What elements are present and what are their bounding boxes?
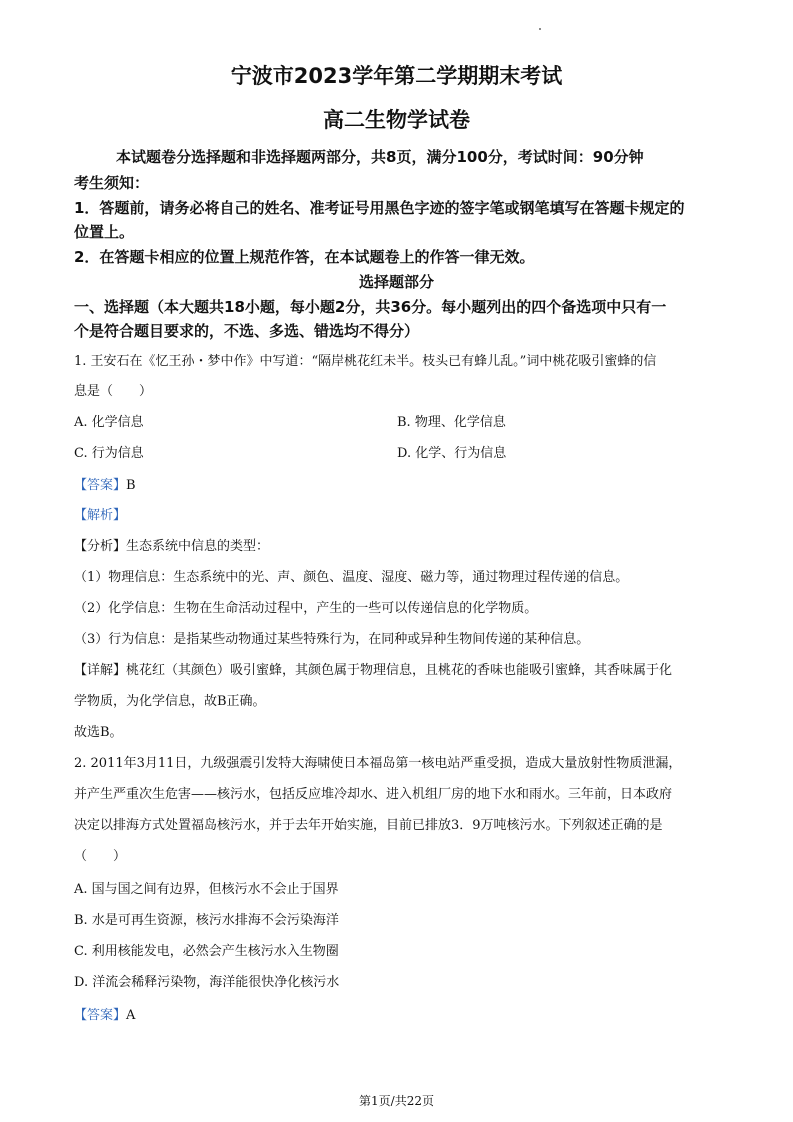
section-title: 选择题部分 (358, 273, 434, 291)
exam-title: 宁波市2023学年第二学期期末考试 (230, 64, 563, 88)
answer-label: 【答案】 (74, 1008, 127, 1023)
q1-option-c: C. 行为信息 (74, 446, 144, 461)
q1-point-2: （2）化学信息：生物在生命活动过程中，产生的一些可以传递信息的化学物质。 (74, 601, 538, 616)
fenxi-text: 生态系统中信息的类型： (126, 539, 270, 554)
exam-subtitle: 高二生物学试卷 (323, 108, 470, 132)
section-heading-a: 一、选择题（本大题共18小题，每小题2分，共36分。每小题列出的四个备选项中只有一 (74, 298, 667, 316)
q2-option-d: D. 洋流会稀释污染物，海洋能很快净化核污水 (74, 975, 340, 990)
notice-item-1b: 位置上。 (74, 223, 135, 241)
q1-option-d: D. 化学、行为信息 (397, 446, 507, 461)
q2-stem-d: （ ） (74, 849, 127, 864)
q2-stem-a: 2. 2011年3月11日，九级强震引发特大海啸使日本福岛第一核电站严重受损，造成大量放射性物质泄漏， (74, 756, 682, 771)
q1-point-1: （1）物理信息：生态系统中的光、声、颜色、温度、湿度、磁力等，通过物理过程传递的信息。 (74, 570, 629, 585)
q2-option-a: A. 国与国之间有边界，但核污水不会止于国界 (74, 882, 339, 897)
q1-stem-b: 息是（ ） (74, 384, 153, 399)
page-number: 第1页/共22页 (359, 1094, 434, 1108)
q1-analysis-label: 【解析】 (74, 508, 127, 523)
q2-stem-b: 并产生严重次生危害——核污水，包括反应堆冷却水、进入机组厂房的地下水和雨水。三年前，日本政府 (74, 787, 673, 802)
detail-text-a: 桃花红（其颜色）吸引蜜蜂，其颜色属于物理信息，且桃花的香味也能吸引蜜蜂，其香味属于化 (126, 663, 673, 678)
q2-stem-c: 决定以排海方式处置福岛核污水，并于去年开始实施，目前已排放3．9万吨核污水。下列叙述正确的是 (74, 818, 663, 833)
speck-mark (539, 28, 541, 30)
detail-label: 【详解】 (74, 663, 127, 678)
q1-option-a: A. 化学信息 (74, 415, 144, 430)
q1-detail-b: 学物质，为化学信息，故B正确。 (74, 694, 266, 709)
q2-answer (74, 1004, 135, 1023)
section-heading-b: 个是符合题目要求的，不选、多选、错选均不得分） (74, 322, 420, 340)
q2-option-c: C. 利用核能发电，必然会产生核污水入生物圈 (74, 944, 339, 959)
q1-fenxi (74, 535, 269, 554)
q2-option-b: B. 水是可再生资源，核污水排海不会污染海洋 (74, 913, 339, 928)
q1-detail-a (74, 659, 672, 678)
fenxi-label: 【分析】 (74, 539, 127, 554)
answer-value: B (126, 478, 136, 493)
exam-summary: 本试题卷分选择题和非选择题两部分，共8页，满分100分，考试时间：90分钟 (116, 148, 644, 166)
answer-value: A (126, 1008, 136, 1023)
q1-answer (74, 474, 136, 493)
notice-title: 考生须知： (74, 174, 150, 192)
q1-stem-a: 1. 王安石在《忆王孙・梦中作》中写道：“隔岸桃花红未半。枝头已有蜂儿乱。”词中桃花吸引蜜蜂的信 (74, 354, 657, 369)
answer-label: 【答案】 (74, 478, 127, 493)
q1-point-3: （3）行为信息：是指某些动物通过某些特殊行为，在同种或异种生物间传递的某种信息。 (74, 632, 590, 647)
q1-option-b: B. 物理、化学信息 (397, 415, 506, 430)
notice-item-2: 2．在答题卡相应的位置上规范作答，在本试题卷上的作答一律无效。 (74, 248, 535, 266)
q1-conclusion: 故选B。 (74, 725, 123, 740)
notice-item-1a: 1．答题前，请务必将自己的姓名、准考证号用黑色字迹的签字笔或钢笔填写在答题卡规定的 (74, 199, 685, 217)
